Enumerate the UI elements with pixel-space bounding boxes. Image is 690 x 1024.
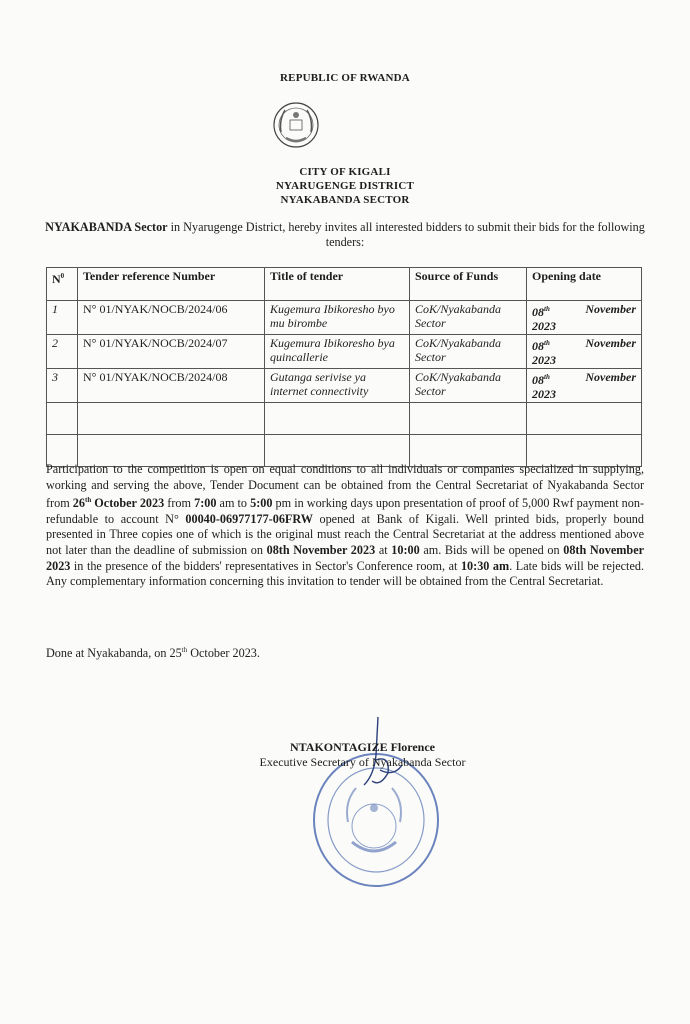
intro-paragraph: [44, 220, 646, 250]
header-title: Title of tender: [265, 268, 410, 301]
table-row: [47, 335, 642, 369]
signatory-name: NTAKONTAGIZE Florence: [290, 740, 435, 754]
intro-sector-name: NYAKABANDA Sector: [45, 220, 168, 234]
row-title: Kugemura Ibikoresho bya quincallerie: [265, 335, 410, 369]
row-opening-date: 08th November 2023: [527, 369, 642, 403]
row-reference: N° 01/NYAK/NOCB/2024/07: [78, 335, 265, 369]
row-number: 1: [47, 301, 78, 335]
row-title: Gutanga serivise ya internet connectivity: [265, 369, 410, 403]
intro-text: in Nyarugenge District, hereby invites all interested bidders to submit their bids for the following tenders:: [167, 220, 645, 249]
header-source: Source of Funds: [410, 268, 527, 301]
city-heading: CITY OF KIGALI: [299, 166, 391, 178]
row-reference: N° 01/NYAK/NOCB/2024/06: [78, 301, 265, 335]
signatory-title: Executive Secretary of Nyakabanda Sector: [259, 755, 466, 769]
header-number: $N^0$: [47, 268, 78, 301]
table-row: [47, 369, 642, 403]
row-opening-date: 08th November 2023: [527, 335, 642, 369]
tenders-table: [46, 267, 642, 467]
row-source: CoK/Nyakabanda Sector: [410, 335, 527, 369]
done-at-line: Done at Nyakabanda, on 25th October 2023.: [46, 646, 260, 661]
row-number: 2: [47, 335, 78, 369]
row-source: CoK/Nyakabanda Sector: [410, 369, 527, 403]
sector-heading: NYAKABANDA SECTOR: [280, 194, 410, 206]
district-heading: NYARUGENGE DISTRICT: [275, 180, 415, 192]
row-title: Kugemura Ibikoresho byo mu birombe: [265, 301, 410, 335]
row-number: 3: [47, 369, 78, 403]
row-reference: N° 01/NYAK/NOCB/2024/08: [78, 369, 265, 403]
table-row: [47, 301, 642, 335]
empty-table-row: [47, 403, 642, 435]
header-reference: Tender reference Number: [78, 268, 265, 301]
signatory-block: [240, 740, 485, 770]
table-header-row: [47, 268, 642, 301]
header-opening-date: Opening date: [527, 268, 642, 301]
republic-heading: REPUBLIC OF RWANDA: [280, 72, 410, 84]
national-emblem-icon: [271, 98, 321, 152]
row-opening-date: 08th November 2023: [527, 301, 642, 335]
row-source: CoK/Nyakabanda Sector: [410, 301, 527, 335]
conditions-paragraph: Participation to the competition is open on equal conditions to all individuals or companies specialized in supplying, working and serving the above, Tender Document can be obtained from the Central Secretariat of Nyakabanda Sector from 26th October 2023 from 7:00 am to 5:00 pm in working days upon presentation of proof of 5,000 Rwf payment non-refundable to account N° 00040-06977177-06FRW opened at Bank of Kigali. Well printed bids, properly bound presented in Three copies one of which is the original must reach the Central Secretariat at the address mentioned above not later than the deadline of submission on 08th November 2023 at 10:00 am. Bids will be opened on 08th November 2023 in the presence of the bidders' representatives in Sector's Conference room, at 10:30 am. Late bids will be rejected. Any complementary information concerning this invitation to tender will be obtained from the Central Secretariat.: [46, 462, 645, 589]
